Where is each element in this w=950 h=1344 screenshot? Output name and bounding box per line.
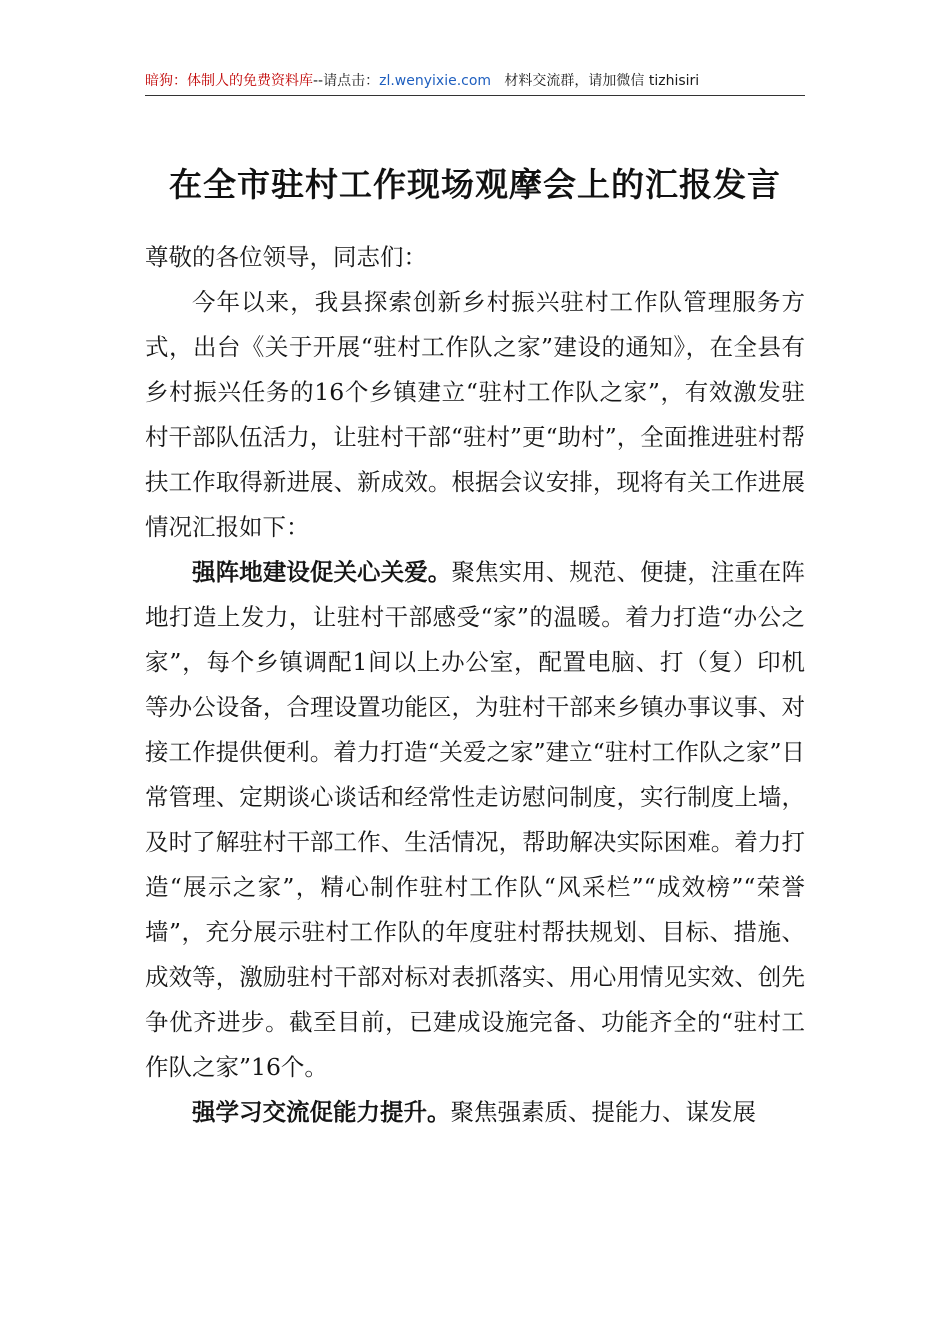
paragraph-intro bbox=[145, 280, 805, 550]
page-header bbox=[145, 70, 805, 92]
header-click-prefix: --请点击： bbox=[313, 73, 380, 89]
document-body bbox=[145, 235, 805, 1135]
paragraph-text: 今年以来，我县探索创新乡村振兴驻村工作队管理服务方式，出台《关于开展“驻村工作队之家”建设的通知》，在全县有乡村振兴任务的16个乡镇建立“驻村工作队之家”，有效激发驻村干部队伍活力，让驻村干部“驻村”更“助村”，全面推进驻村帮扶工作取得新进展、新成效。根据会议安排，现将有关工作进展情况汇报如下： bbox=[145, 288, 805, 541]
paragraph-text: 聚焦实用、规范、便捷，注重在阵地打造上发力，让驻村干部感受“家”的温暖。着力打造“办公之家”，每个乡镇调配1间以上办公室，配置电脑、打（复）印机等办公设备，合理设置功能区，为驻村干部来乡镇办事议事、对接工作提供便利。着力打造“关爱之家”建立“驻村工作队之家”日常管理、定期谈心谈话和经常性走访慰问制度，实行制度上墙，及时了解驻村干部工作、生活情况，帮助解决实际困难。着力打造“展示之家”，精心制作驻村工作队“风采栏”“成效榜”“荣誉墙”，充分展示驻村工作队的年度驻村帮扶规划、目标、措施、成效等，激励驻村干部对标对表抓落实、用心用情见实效、创先争优齐进步。截至目前，已建成设施完备、功能齐全的“驻村工作队之家”16个。 bbox=[145, 558, 806, 1081]
document-title: 在全市驻村工作现场观摩会上的汇报发言 bbox=[169, 165, 781, 204]
header-brand: 暗狗：体制人的免费资料库 bbox=[145, 73, 313, 89]
paragraph-section-1 bbox=[145, 550, 805, 1090]
salutation: 尊敬的各位领导，同志们： bbox=[145, 243, 427, 271]
paragraph-section-2 bbox=[145, 1090, 805, 1135]
header-group-text: 材料交流群，请加微信 tizhisiri bbox=[504, 73, 700, 89]
header-divider bbox=[145, 95, 805, 96]
header-link[interactable]: zl.wenyixie.com bbox=[379, 73, 492, 89]
section-heading: 强阵地建设促关心关爱。 bbox=[192, 558, 452, 586]
section-heading: 强学习交流促能力提升。 bbox=[192, 1098, 451, 1126]
paragraph-text: 聚焦强素质、提能力、谋发展 bbox=[450, 1098, 756, 1126]
